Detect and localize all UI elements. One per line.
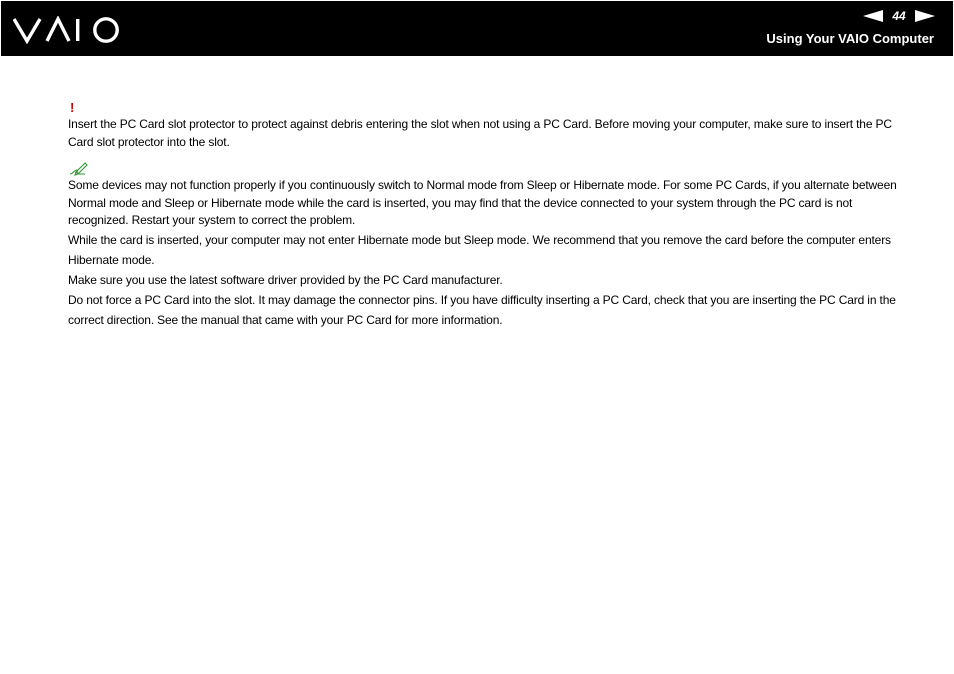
note-block	[68, 161, 914, 230]
page-number: 44	[892, 9, 906, 23]
paragraph-insertion: Do not force a PC Card into the slot. It may damage the connector pins. If you have difficulty inserting a PC Card, check that you are inserting the PC Card in the correct direction. See the manual that came with your PC Card for more information.	[68, 292, 896, 327]
warning-icon: !	[70, 100, 75, 115]
paragraph-hibernate: While the card is inserted, your computer may not enter Hibernate mode but Sleep mode. We recommend that you remove the card before the computer enters Hibernate mode.	[68, 232, 891, 267]
section-title: Using Your VAIO Computer	[766, 31, 934, 46]
warning-text: Insert the PC Card slot protector to protect against debris entering the slot when not using a PC Card. Before moving your computer, make sure to insert the PC Card slot protector into the slot.	[68, 117, 892, 149]
page-header	[1, 1, 953, 56]
page-content	[68, 100, 914, 330]
note-text: Some devices may not function properly if you continuously switch to Normal mode from Sleep or Hibernate mode. For some PC Cards, if you alternate between Normal mode and Sleep or Hibernate mode while the card is inserted, you may find that the device connected to your system through the PC card is not recognized. Restart your system to correct the problem.	[68, 178, 897, 227]
next-page-arrow-icon[interactable]	[915, 10, 935, 22]
warning-block	[68, 100, 914, 151]
page-navigation	[863, 8, 935, 24]
writing-hand-icon	[68, 161, 914, 177]
paragraph-driver: Make sure you use the latest software driver provided by the PC Card manufacturer.	[68, 272, 503, 287]
vaio-logo	[13, 16, 123, 44]
previous-page-arrow-icon[interactable]	[863, 10, 883, 22]
